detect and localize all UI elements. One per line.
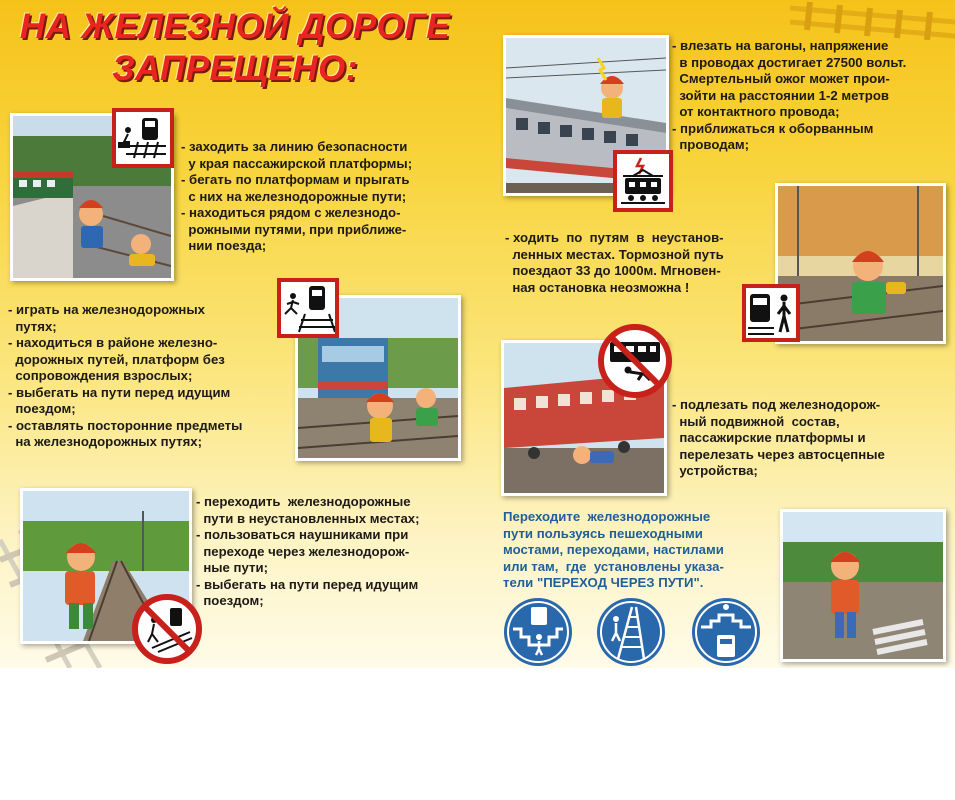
text-play-rules: - играть на железнодорожных путях; - находиться в районе железно- дорожных путей, платформ без сопровождения взрослых; - выбегать на пути перед идущим поездом; - оставлять посторонние предметы на железнодорожных путях; — [8, 302, 243, 449]
no-headphones-crossing-sign-icon — [132, 594, 202, 664]
poster-title-line2: ЗАПРЕЩЕНО: — [112, 49, 358, 88]
text-wagon-rules: - влезать на вагоны, напряжение в проводах достигает 27500 вольт. Смертельный ожог может прои- зойти на расстоянии 1-2 метров от контактного провода; - приближаться к оборванным проводам; — [672, 38, 907, 152]
poster-title-line1: НА ЖЕЛЕЗНОЙ ДОРОГЕ — [19, 7, 451, 46]
train-platform-sign-icon — [112, 108, 174, 168]
text-safe-crossing-advice: Переходите железнодорожные пути пользуясь пешеходными мостами, переходами, настилами или там, где установлены указа- тели "ПЕРЕХОД ЧЕРЕЗ ПУТИ". — [503, 509, 724, 590]
pedestrian-crossing-tracks-icon — [596, 597, 666, 667]
electric-locomotive-sign-icon — [613, 150, 673, 212]
running-on-tracks-sign-icon — [277, 278, 339, 338]
text-under-wagon-rules: - подлезать под железнодорож- ный подвижной состав, пассажирские платформы и перелезать через автосцепные устройства; — [672, 397, 885, 478]
pedestrian-bridge-icon — [691, 597, 761, 667]
pedestrian-by-train-sign-icon — [742, 284, 800, 342]
text-walking-rules: - ходить по путям в неустанов- ленных местах. Тормозной путь поездаот 33 до 1000м. Мгновен- ная остановка неозможна ! — [505, 230, 724, 295]
text-crossing-rules: - переходить железнодорожные пути в неустановленных местах; - пользоваться наушниками при переходе через железнодорож- ные пути; - выбегать на пути перед идущим поездом; — [196, 494, 420, 608]
photo-boy-walking-on-tracks — [775, 183, 946, 344]
no-crawling-under-train-sign-icon — [598, 324, 672, 398]
rail-decoration-top-right — [790, 0, 955, 40]
photo-boy-at-crossing — [780, 509, 946, 662]
underground-crossing-icon — [503, 597, 573, 667]
text-platform-rules: - заходить за линию безопасности у края пассажирской платформы; - бегать по платформам и прыгать с них на железнодорожные пути; - находиться рядом с железнодо- рожными путями, при приближе- нии поезда; — [181, 139, 413, 253]
